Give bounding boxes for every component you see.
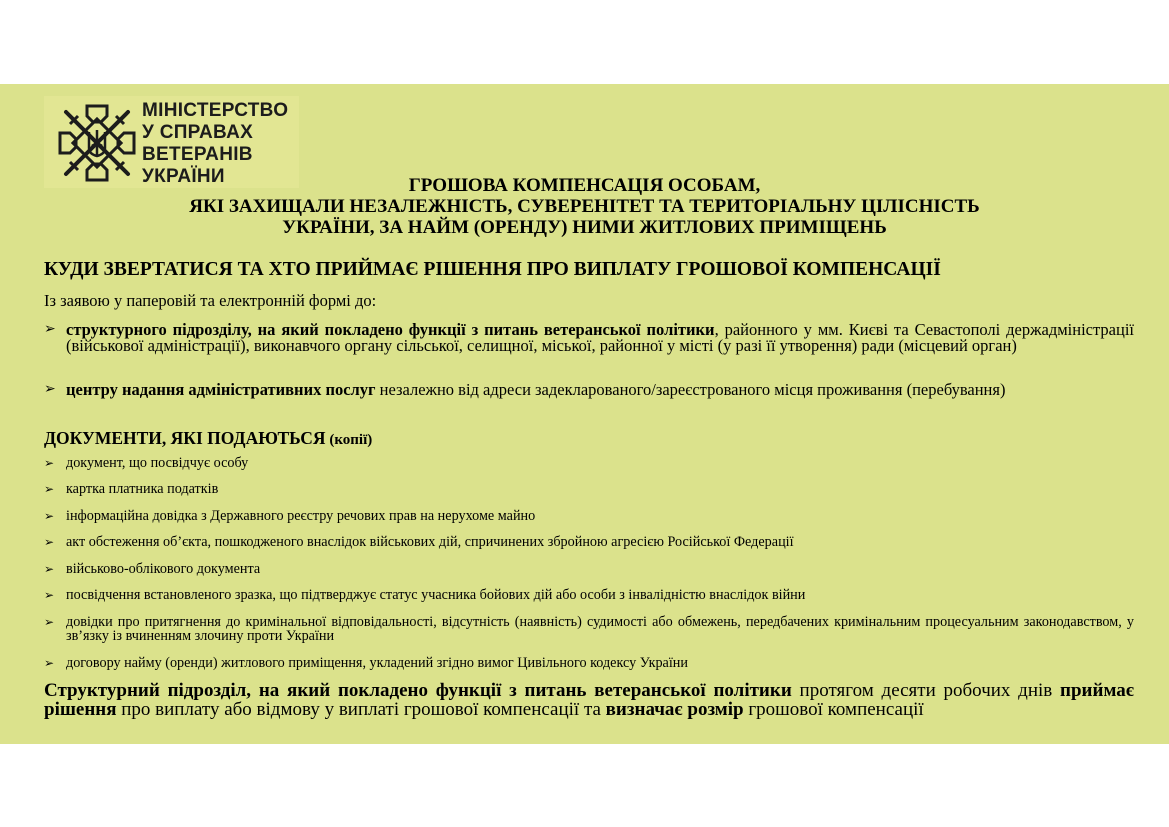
section-heading-documents xyxy=(44,428,372,449)
document-text: картка платника податків xyxy=(66,481,219,497)
item-bold-text: структурного підрозділу, на який покладено функції з питань ветеранської політики xyxy=(66,320,715,339)
document-text: посвідчення встановленого зразка, що підтверджує статус учасника бойових дій або особи з інвалідністю внаслідок війни xyxy=(66,587,806,603)
documents-heading-text: ДОКУМЕНТИ, ЯКІ ПОДАЮТЬСЯ xyxy=(44,428,326,448)
arrow-bullet-icon: ➢ xyxy=(44,482,55,496)
final-bold-3: приймає рішення xyxy=(44,680,1134,720)
final-bold-1: Структурний підрозділ, на який покладено функції з питань ветеранської політики xyxy=(44,680,792,701)
documents-heading-suffix: (копії) xyxy=(325,432,373,448)
title-line-2: ЯКІ ЗАХИЩАЛИ НЕЗАЛЕЖНІСТЬ, СУВЕРЕНІТЕТ ТА ТЕРИТОРІАЛЬНУ ЦІЛІСНІСТЬ xyxy=(189,196,980,217)
arrow-bullet-icon: ➢ xyxy=(44,615,55,629)
final-text-4: про виплату або відмову у виплаті грошової компенсації та xyxy=(116,699,606,720)
arrow-bullet-icon: ➢ xyxy=(44,588,55,602)
document-text: інформаційна довідка з Державного реєстру речових прав на нерухоме майно xyxy=(66,508,536,524)
arrow-bullet-icon: ➢ xyxy=(44,656,55,670)
title-line-3: УКРАЇНИ, ЗА НАЙМ (ОРЕНДУ) НИМИ ЖИТЛОВИХ ПРИМІЩЕНЬ xyxy=(282,217,887,238)
document-item xyxy=(44,536,1134,550)
document-text: договору найму (оренди) житлового приміщення, укладений згідно вимог Цивільного кодексу України xyxy=(66,655,688,671)
decision-paragraph xyxy=(44,681,1134,719)
document-text: документ, що посвідчує особу xyxy=(66,455,249,471)
item-bold-text: центру надання адміністративних послуг xyxy=(66,380,376,399)
ministry-line-1: МІНІСТЕРСТВО xyxy=(142,100,289,121)
document-text: військово-облікового документа xyxy=(66,561,261,577)
final-text-6: грошової компенсації xyxy=(743,699,924,720)
title-line-1: ГРОШОВА КОМПЕНСАЦІЯ ОСОБАМ, xyxy=(408,175,761,196)
document-item xyxy=(44,589,1134,603)
item-text: незалежно від адреси задекларованого/зареєстрованого місця проживання (перебування) xyxy=(375,380,1006,399)
arrow-bullet-icon: ➢ xyxy=(44,322,56,337)
arrow-bullet-icon: ➢ xyxy=(44,509,55,523)
ministry-emblem-icon xyxy=(56,102,138,184)
list-item xyxy=(44,322,1134,354)
document-item xyxy=(44,457,1134,471)
section-heading-where-to-apply: КУДИ ЗВЕРТАТИСЯ ТА ХТО ПРИЙМАЄ РІШЕННЯ ПРО ВИПЛАТУ ГРОШОВОЇ КОМПЕНСАЦІЇ xyxy=(44,259,941,280)
page-title xyxy=(0,175,1169,238)
intro-text: Із заявою у паперовій та електронній формі до: xyxy=(44,291,377,310)
arrow-bullet-icon: ➢ xyxy=(44,562,55,576)
document-item xyxy=(44,563,1134,577)
list-item xyxy=(44,382,1134,398)
item-text: , районного у мм. Києві та Севастополі держадміністрації (військової адміністрації), виконавчого органу сільської, селищної, міської, районної у місті (у разі її утворення) ради (місцевий орган) xyxy=(66,320,1134,355)
final-bold-5: визначає розмір xyxy=(605,699,744,720)
ministry-line-3: ВЕТЕРАНІВ xyxy=(142,144,253,165)
arrow-bullet-icon: ➢ xyxy=(44,382,56,397)
ministry-line-2: У СПРАВАХ xyxy=(142,122,254,143)
document-item xyxy=(44,657,1134,671)
document-item xyxy=(44,510,1134,524)
document-text: акт обстеження об’єкта, пошкодженого внаслідок військових дій, спричинених збройною агресією Російської Федерації xyxy=(66,534,794,550)
ministry-line-4: УКРАЇНИ xyxy=(142,166,225,187)
final-text-2: протягом десяти робочих днів xyxy=(791,680,1061,701)
document-item xyxy=(44,483,1134,497)
document-item xyxy=(44,616,1134,643)
arrow-bullet-icon: ➢ xyxy=(44,535,55,549)
document-text: довідки про притягнення до кримінальної відповідальності, відсутність (наявність) судимості або обмежень, передбачених кримінальним процесуальним законодавством, у зв’язку із вчиненням злочину проти України xyxy=(66,614,1134,644)
arrow-bullet-icon: ➢ xyxy=(44,456,55,470)
